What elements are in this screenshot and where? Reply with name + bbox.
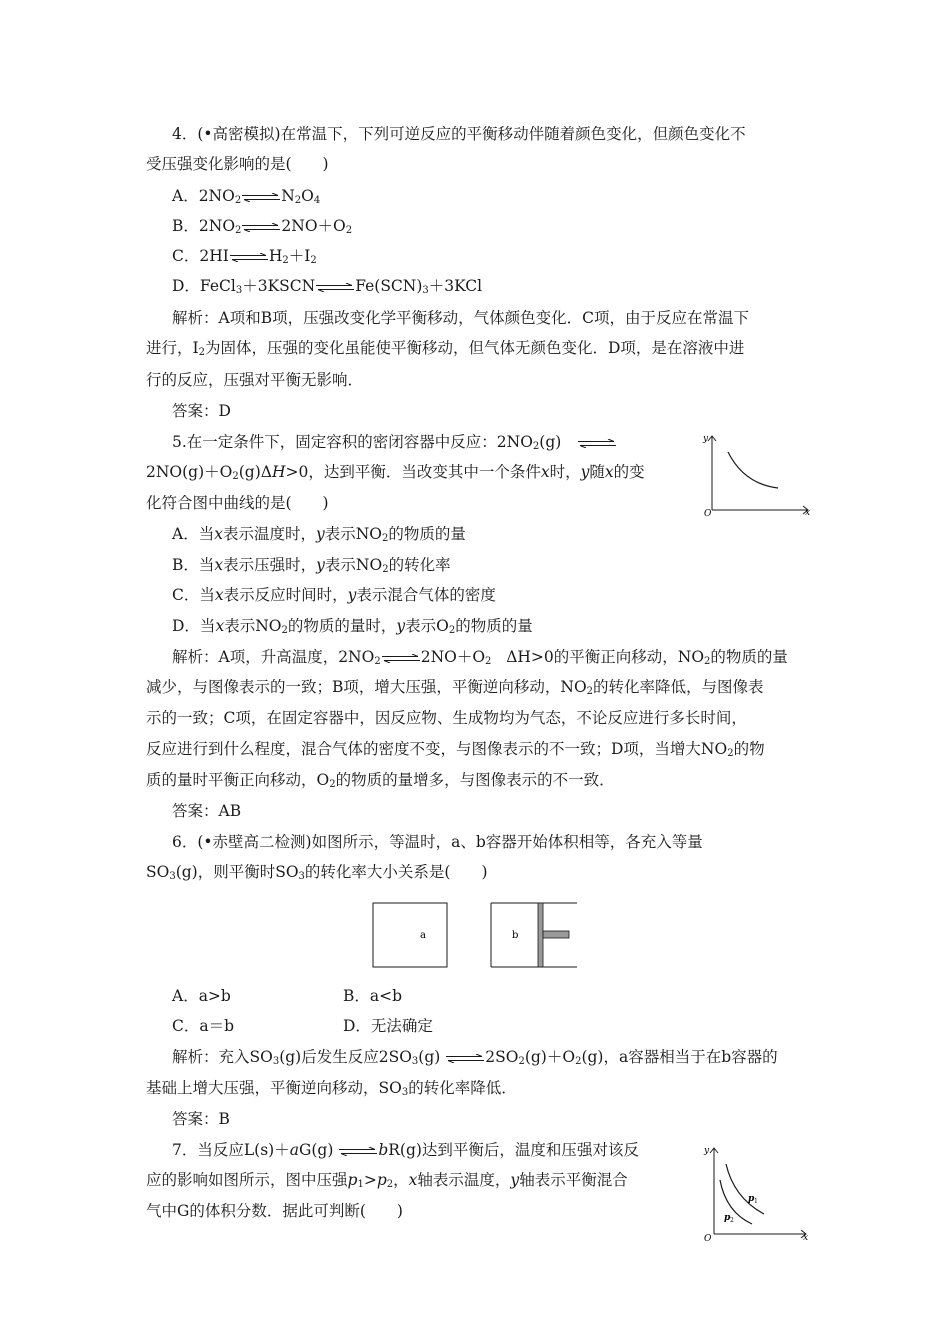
q4-analysis-line3: 行的反应，压强对平衡无影响． (146, 371, 364, 389)
q5-stem-line3: 化符合图中曲线的是( ) (146, 494, 329, 512)
q5-stem-line1: 5.在一定条件下，固定容积的密闭容器中反应：$2NO_2(g)$ (172, 432, 617, 453)
q4-option-a: A．$2NO_2$ $N_2O_4$ (172, 187, 321, 206)
q7-stem-line2: 应的影响如图所示，图中压强$p_1>p_2$，x轴表示温度，y轴表示平衡混合 (146, 1171, 628, 1190)
q4-answer: 答案：D (172, 402, 231, 420)
q6-option-d: D．无法确定 (343, 1017, 433, 1035)
equilibrium-arrow-icon (446, 1048, 484, 1068)
equilibrium-arrow-icon (316, 277, 354, 297)
q6-option-c: C．a＝b (172, 1017, 235, 1035)
q5-analysis-line5: 质的量时平衡正向移动，$O_2$的物质的量增多，与图像表示的不一致． (146, 771, 615, 790)
q4-stem-line1: 4．(•高密模拟)在常温下，下列可逆反应的平衡移动伴随着颜色变化，但颜色变化不 (172, 125, 746, 143)
q5-analysis-line1: 解析：A项，升高温度，$2NO_2$ $2NO+O_2$ ΔH>0的平衡正向移动，$NO_2$的物质的量 (172, 648, 788, 667)
graph-origin-label: O (704, 509, 712, 519)
equilibrium-arrow-icon (339, 1141, 377, 1161)
q6-analysis-line2: 基础上增大压强，平衡逆向移动，$SO_3$的转化率降低． (146, 1079, 517, 1098)
equilibrium-arrow-icon (230, 247, 268, 267)
q5-analysis-line3: 示的一致；C项，在固定容器中，因反应物、生成物均为气态，不论反应进行多长时间， (146, 709, 747, 727)
q4-option-b: B．$2NO_2$ $2NO+O_2$ (172, 217, 353, 236)
curve-p2-subscript: 2 (730, 1217, 734, 1224)
q7-stem-line3: 气中G的体积分数．据此可判断( ) (146, 1202, 403, 1220)
q7-stem-line1: 7．当反应L(s)＋aG(g) bR(g)达到平衡后，温度和压强对该反 (172, 1141, 639, 1159)
piston-rod (543, 931, 569, 938)
graph-x-label: x (805, 508, 811, 518)
q7-graph (700, 1140, 815, 1249)
q6-stem-line1: 6．(•赤壁高二检测)如图所示，等温时，a、b容器开始体积相等，各充入等量 (172, 833, 703, 851)
curve-p1-subscript: 1 (754, 1198, 758, 1205)
container-b-label: b (512, 930, 519, 941)
graph-origin-label: O (704, 1234, 712, 1244)
q5-answer: 答案：AB (172, 802, 242, 820)
q5-option-a: A．当x表示温度时，y表示$NO_2$的物质的量 (172, 525, 466, 544)
equilibrium-arrow-icon (242, 187, 280, 207)
container-a-label: a (420, 930, 426, 941)
q4-stem-line2: 受压强变化影响的是( ) (146, 155, 329, 173)
q6-answer: 答案：B (172, 1110, 230, 1128)
q6-stem-line2: $SO_3(g)$，则平衡时$SO_3$的转化率大小关系是( ) (146, 863, 488, 882)
q4-analysis-line2: 进行，$I_2$为固体，压强的变化虽能使平衡移动，但气体无颜色变化．D项，是在溶液中进 (146, 339, 745, 358)
q6-analysis-line1: 解析：充入$SO_3(g)$后发生反应$2SO_3(g)$ $2SO_2(g)+O_2(g)$，a容器相当于在b容器的 (172, 1048, 778, 1067)
q6-option-b: B．a<b (343, 987, 403, 1005)
graph-y-label: y (704, 1146, 710, 1156)
curve-p2-label: p (724, 1213, 731, 1223)
q5-option-b: B．当x表示压强时，y表示$NO_2$的转化率 (172, 556, 451, 575)
q4-analysis-line1: 解析：A项和B项，压强改变化学平衡移动，气体颜色变化．C项，由于反应在常温下 (172, 309, 749, 327)
q6-option-a: A．a>b (172, 987, 231, 1005)
graph-x-label: x (803, 1233, 809, 1243)
q4-option-c: C．2HI $H_2+I_2$ (172, 247, 317, 266)
piston (538, 903, 543, 967)
q5-analysis-line2: 减少，与图像表示的一致；B项，增大压强，平衡逆向移动，$NO_2$的转化率降低，与图像表 (146, 678, 764, 697)
q5-graph (700, 430, 815, 524)
equilibrium-arrow-icon (578, 433, 616, 453)
q5-option-c: C．当x表示反应时间时，y表示混合气体的密度 (172, 586, 496, 604)
graph-y-label: y (703, 434, 709, 444)
q4-option-d: D．FeCl$_3$＋3KSCN $Fe(SCN)_3+3KCl$ (172, 277, 483, 296)
curve-p1-label: p (748, 1194, 755, 1204)
q5-stem-line2: $2NO(g)+O_2(g)\Delta H>0$，达到平衡．当改变其中一个条件x时，y随x的变 (146, 463, 645, 482)
q5-option-d: D．当x表示$NO_2$的物质的量时，y表示$O_2$的物质的量 (172, 617, 533, 636)
equilibrium-arrow-icon (242, 217, 280, 237)
q5-analysis-line4: 反应进行到什么程度，混合气体的密度不变，与图像表示的不一致；D项，当增大$NO_2$的物 (146, 740, 765, 759)
equilibrium-arrow-icon (382, 648, 420, 668)
q6-containers-figure (370, 900, 580, 974)
